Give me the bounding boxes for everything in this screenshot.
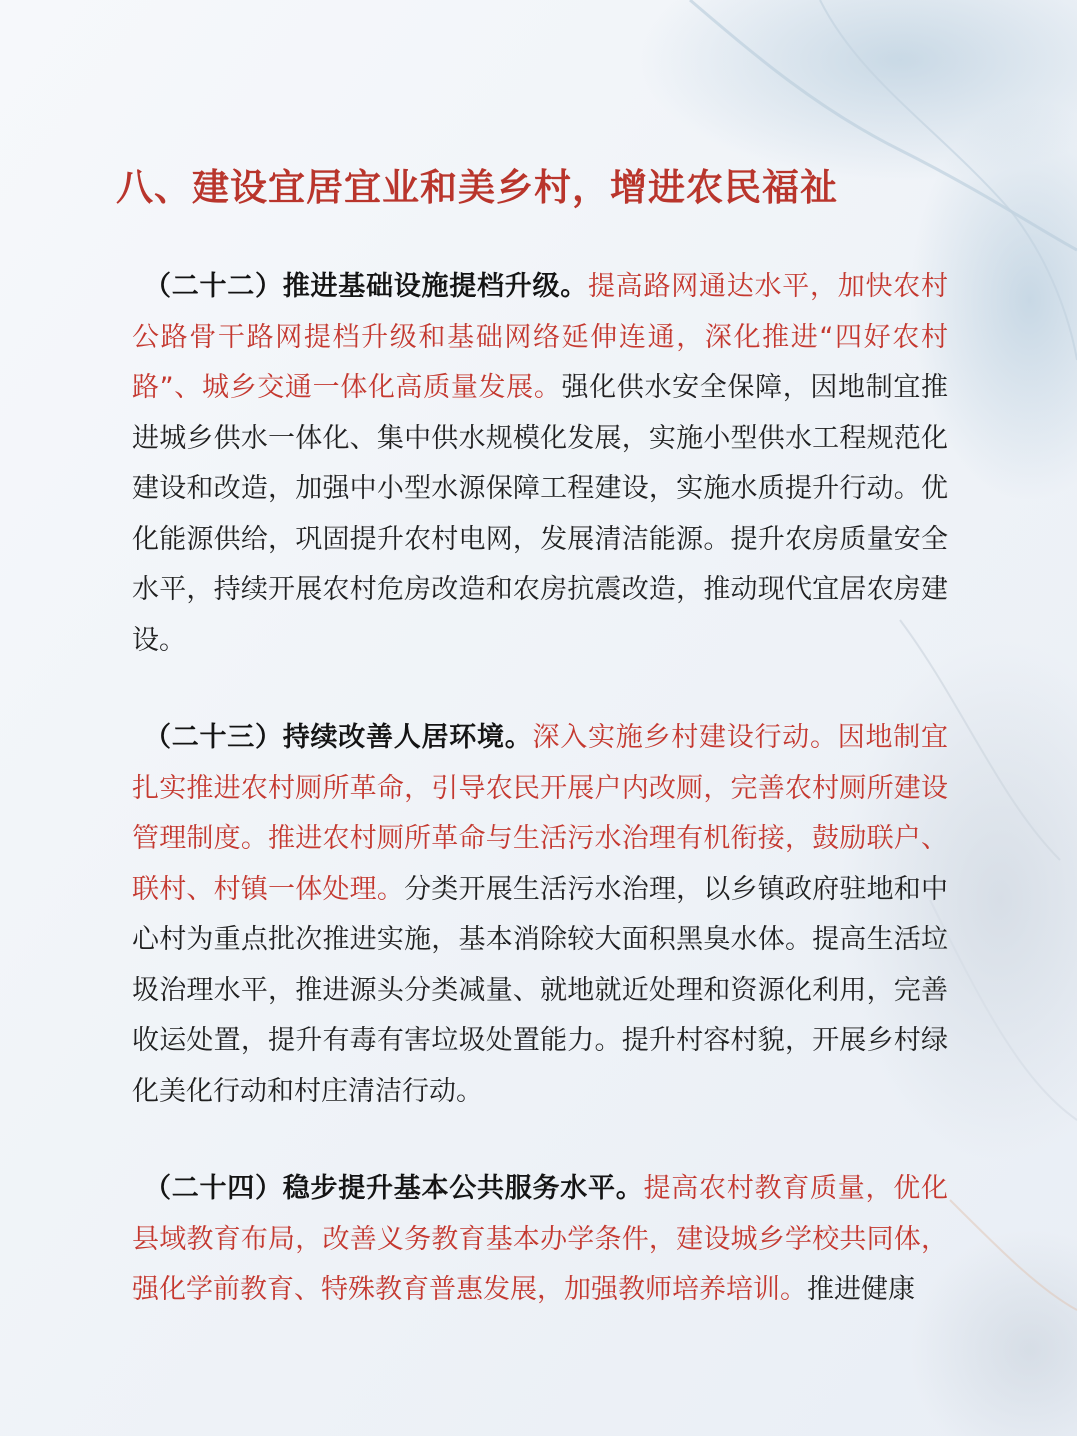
paragraph-24-heading: （二十四）稳步提升基本公共服务水平。 [144, 1173, 644, 1204]
paragraph-22-body: 强化供水安全保障，因地制宜推进城乡供水一体化、集中供水规模化发展，实施小型供水工程规范化建设和改造，加强中小型水源保障工程建设，实施水质提升行动。优化能源供给，巩固提升农村电网，发展清洁能源。提升农房质量安全水平，持续开展农村危房改造和农房抗震改造，推动现代宜居农房建设。 [132, 372, 949, 656]
paragraph-22-highlight: 提高路网通达水平，加快农村公路骨干路网提档升级和基础网络延伸连通，深化推进“四好农村路”、城乡交通一体化高质量发展。 [132, 271, 948, 403]
paragraph-23-highlight: 深入实施乡村建设行动。因地制宜扎实推进农村厕所革命，引导农民开展户内改厕，完善农村厕所建设管理制度。推进农村厕所革命与生活污水治理有机衔接，鼓励联户、联村、村镇一体处理。 [132, 722, 948, 905]
paragraph-24-highlight: 提高农村教育质量，优化县域教育布局，改善义务教育基本办学条件，建设城乡学校共同体，强化学前教育、特殊教育普惠发展，加强教师培养培训。 [132, 1173, 948, 1305]
paragraph-24 [132, 1164, 948, 1316]
paragraph-23-heading: （二十三）持续改善人居环境。 [144, 722, 533, 753]
paragraph-22-heading: （二十二）推进基础设施提档升级。 [144, 271, 588, 302]
paragraph-24-body: 推进健康 [807, 1274, 915, 1305]
section-title: 八、建设宜居宜业和美乡村，增进农民福祉 [116, 166, 838, 209]
paragraph-23-body: 分类开展生活污水治理，以乡镇政府驻地和中心村为重点批次推进实施，基本消除较大面积黑臭水体。提高生活垃圾治理水平，推进源头分类减量、就地就近处理和资源化利用，完善收运处置，提升有毒有害垃圾处置能力。提升村容村貌，开展乡村绿化美化行动和村庄清洁行动。 [132, 873, 949, 1107]
paragraph-23 [132, 713, 948, 1117]
paragraph-22 [132, 262, 948, 666]
